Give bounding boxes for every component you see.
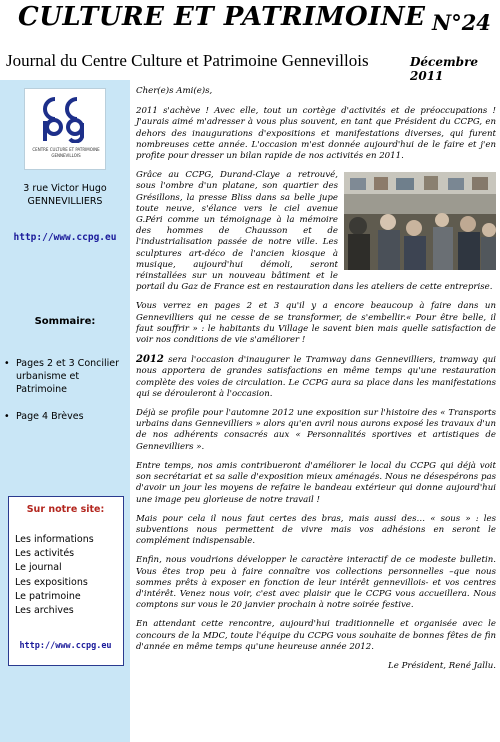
paragraph-4: sera l'occasion d'inaugurer le Tramway dans Gennevilliers, tramway qui nous apportera de grandes satisfactions en même temps qu'une restauration complète des voies de circulation. Le CCPG aura sa place dans les manifestations qui se dérouleront à l'occasion. — [136, 355, 496, 399]
site-link-archives[interactable]: Les archives — [15, 605, 74, 617]
address — [0, 182, 130, 208]
table-of-contents — [4, 357, 128, 437]
logo-caption-line2: GENNEVILLOIS — [51, 153, 81, 158]
paragraph-9: En attendant cette rencontre, aujourd'hui traditionnelle et organisée avec le concours de la MDC, toute l'équipe du CCPG vous souhaite de bonnes fêtes de fin d'année en même temps qu'une heureuse année 2012. — [136, 619, 496, 652]
site-links-list — [15, 533, 94, 618]
greeting: Cher(e)s Ami(e)s, — [136, 86, 213, 96]
journal-title: CULTURE ET PATRIMOINE — [18, 2, 426, 32]
site-box-url[interactable]: http://www.ccpg.eu — [19, 641, 112, 651]
sidebar — [0, 80, 130, 742]
paragraph-7: Mais pour cela il nous faut certes des bras, mais aussi des… « sous » : les subventions nous permettent de vivre mais vos adhésions en seront le complément indispensable. — [136, 513, 496, 547]
site-link-activites[interactable]: Les activités — [15, 548, 75, 560]
issue-number: N°24 — [432, 10, 491, 35]
site-link-patrimoine[interactable]: Le patrimoine — [15, 590, 81, 602]
logo-caption — [25, 147, 107, 159]
exhibition-photo — [344, 172, 496, 270]
paragraph-5: Déjà se profile pour l'automne 2012 une exposition sur l'histoire des « Transports urbains dans Gennevilliers » alors qu'en avril nous aurons exposé les travaux d'un de nos adhérents consacrés aux « Personnalités sportives et artistiques de Gennevilliers ». — [136, 408, 496, 452]
sommaire-heading: Sommaire: — [34, 316, 96, 327]
site-links-box — [8, 496, 124, 666]
issue-date: Décembre 2011 — [410, 55, 479, 83]
ccpg-logo-icon — [35, 95, 97, 143]
editorial-article — [136, 86, 496, 672]
paragraph-8: Enfin, nous voudrions développer le caractère interactif de ce modeste bulletin. Vous êtes trop peu à faire connaître vos collections personnelles –que nous sommes prêts à exposer en fonction de leur intérêt gennevillois- et vos centres d'intérêt. Venez nous voir, c'est avec plaisir que le CCPG vous accueillera. Nous comptons sur vous le 20 janvier prochain à notre soirée festive. — [136, 555, 496, 611]
toc-item[interactable]: • Page 4 Brèves — [4, 410, 128, 423]
website-link[interactable]: http://www.ccpg.eu — [13, 232, 117, 243]
ccpg-logo — [24, 88, 106, 170]
paragraph-4-block — [136, 354, 496, 400]
site-link-informations[interactable]: Les informations — [15, 534, 94, 545]
site-link-expositions[interactable]: Les expositions — [15, 576, 88, 588]
address-city: GENNEVILLIERS — [27, 196, 103, 207]
site-box-title: Sur notre site: — [26, 504, 105, 515]
toc-item[interactable]: • Pages 2 et 3 Concilier urbanisme et Patrimoine — [4, 357, 128, 396]
journal-subtitle: Journal du Centre Culture et Patrimoine Gennevillois — [6, 51, 369, 70]
paragraph-2-block — [136, 170, 496, 293]
paragraph-1: 2011 s'achève ! Avec elle, tout un cortège d'activités et de préoccupations ! J'aurais aimé m'adresser à vous plus souvent, en tant que Président du CCPG, en dehors des inaugurations d'expositions et manifestations diverses, qui furent nombreuses cette année. L'occasion m'est donnée aujourd'hui de le faire et j'en profite pour dresser un bilan rapide de nos activités en 2011. — [136, 106, 496, 162]
masthead — [0, 0, 500, 83]
signature: Le Président, René Jallu. — [388, 660, 496, 671]
year-2012: 2012 — [136, 354, 164, 366]
address-street: 3 rue Victor Hugo — [23, 183, 107, 194]
logo-caption-line1: CENTRE CULTURE ET PATRIMOINE — [32, 147, 100, 152]
exhibition-photo-icon — [344, 172, 496, 270]
paragraph-3: Vous verrez en pages 2 et 3 qu'il y a encore beaucoup à faire dans un Gennevilliers qui ne cesse de se transformer, de s'embellir.« Pour être belle, il faut souffrir » : le habitants du Village le savent bien mais quelle satisfaction de voir nos conditions de vie s'améliorer ! — [136, 301, 496, 346]
site-link-journal[interactable]: Le journal — [15, 562, 62, 574]
paragraph-6: Entre temps, nos amis contribueront d'améliorer le local du CCPG qui déjà voit son secrétariat et sa salle d'exposition mieux aménagés. Nous ne désespérons pas d'avoir un jour les moyens de refaire le bandeau extérieur qui donne aujourd'hui une image peu glorieuse de notre travail ! — [136, 460, 496, 505]
paragraph-2: Grâce au CCPG, Durand-Claye a retrouvé, sous l'ombre d'un platane, son quartier des Grésillons, la presse Bliss dans sa belle jupe toute neuve, s'élance vers le ciel avenue G.Péri comme un témoignage à la mémoire des hommes de Chausson et de l'industrialisation passée de notre ville. Les sculptures art-déco de l'ancien kiosque à musique, aujourd'hui démoli, seront réinstallées sur un nouveau bâtiment et le portail du Gaz de France est en restauration dans les ateliers de cette entreprise. — [136, 170, 493, 293]
